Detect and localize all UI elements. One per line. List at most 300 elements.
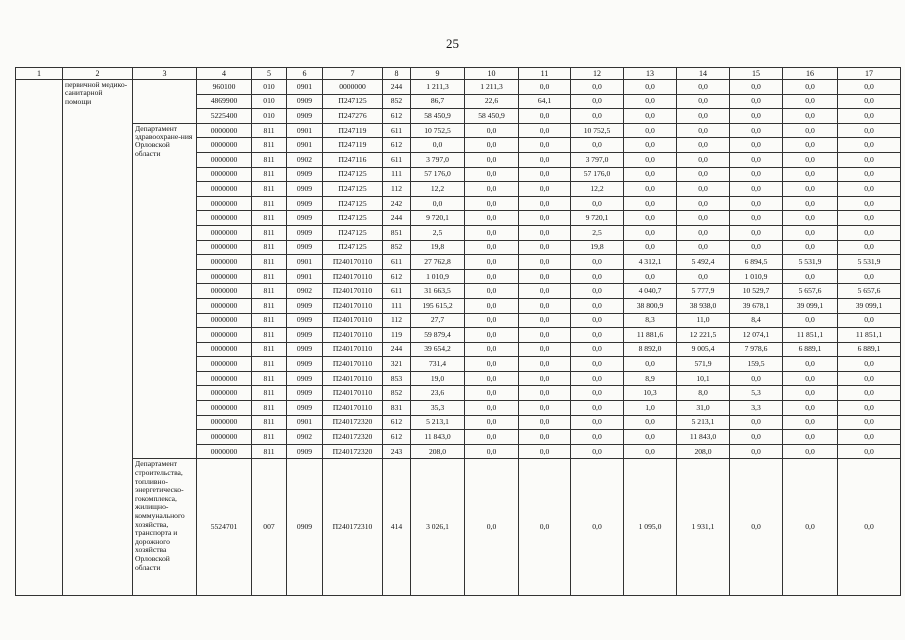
- table-cell: 39 678,1: [730, 298, 783, 313]
- table-cell: 0,0: [519, 444, 571, 459]
- table-cell: 0000000: [197, 328, 252, 343]
- table-cell: 0,0: [519, 459, 571, 596]
- table-cell: 0,0: [571, 328, 624, 343]
- table-cell: 5 657,6: [783, 284, 838, 299]
- table-cell: 0,0: [783, 459, 838, 596]
- table-cell: 0,0: [838, 182, 901, 197]
- table-cell: 0000000: [197, 386, 252, 401]
- table-cell: 0,0: [519, 401, 571, 416]
- table-cell: 57 176,0: [571, 167, 624, 182]
- table-cell: П247125: [323, 94, 383, 109]
- table-cell: 19,8: [571, 240, 624, 255]
- table-cell: 0000000: [197, 225, 252, 240]
- table-cell: 244: [383, 80, 411, 95]
- table-cell: 811: [252, 167, 287, 182]
- table-cell: 0909: [287, 196, 323, 211]
- table-cell: 0,0: [624, 196, 677, 211]
- table-cell: 0,0: [571, 109, 624, 124]
- column-header: 13: [624, 68, 677, 80]
- table-cell: 0,0: [624, 167, 677, 182]
- table-cell: 0,0: [519, 415, 571, 430]
- table-cell: 0000000: [197, 313, 252, 328]
- table-cell: 0,0: [730, 240, 783, 255]
- table-cell: 0,0: [838, 123, 901, 138]
- table-cell: П240170110: [323, 342, 383, 357]
- department-cell: Департамент здравоохране-ния Орловской области: [133, 123, 197, 459]
- table-cell: 8 892,0: [624, 342, 677, 357]
- table-cell: 811: [252, 371, 287, 386]
- table-cell: 0000000: [197, 415, 252, 430]
- table-cell: 9 720,1: [571, 211, 624, 226]
- table-cell: П240170110: [323, 328, 383, 343]
- table-cell: 0000000: [197, 138, 252, 153]
- table-row: [16, 459, 901, 596]
- table-cell: 0,0: [783, 94, 838, 109]
- table-cell: 0909: [287, 342, 323, 357]
- table-cell: 960100: [197, 80, 252, 95]
- table-cell: 612: [383, 269, 411, 284]
- table-cell: 8,3: [624, 313, 677, 328]
- table-cell: 0000000: [197, 196, 252, 211]
- table-cell: 0,0: [465, 386, 519, 401]
- table-cell: 5 531,9: [838, 255, 901, 270]
- table-cell: 612: [383, 430, 411, 445]
- table-cell: 39 099,1: [783, 298, 838, 313]
- table-cell: 0,0: [624, 94, 677, 109]
- column-header: 8: [383, 68, 411, 80]
- table-cell: 0909: [287, 94, 323, 109]
- column-header: 7: [323, 68, 383, 80]
- table-cell: 0,0: [838, 313, 901, 328]
- table-cell: 0,0: [783, 415, 838, 430]
- table-cell: 0,0: [730, 371, 783, 386]
- table-cell: 12 221,5: [677, 328, 730, 343]
- table-cell: 0000000: [197, 152, 252, 167]
- table-cell: 0,0: [624, 269, 677, 284]
- table-row: [16, 123, 901, 138]
- table-cell: 852: [383, 94, 411, 109]
- table-cell: 12,2: [571, 182, 624, 197]
- table-cell: 0,0: [783, 196, 838, 211]
- table-cell: П240172320: [323, 430, 383, 445]
- table-cell: 12 074,1: [730, 328, 783, 343]
- table-cell: 0,0: [519, 342, 571, 357]
- table-cell: 1 211,3: [411, 80, 465, 95]
- table-cell: 0,0: [677, 182, 730, 197]
- table-cell: 159,5: [730, 357, 783, 372]
- table-cell: 0000000: [197, 211, 252, 226]
- table-cell: 0000000: [197, 342, 252, 357]
- table-cell: 0909: [287, 459, 323, 596]
- table-cell: 0,0: [465, 167, 519, 182]
- table-cell: 0,0: [465, 415, 519, 430]
- table-cell: 0,0: [783, 240, 838, 255]
- table-cell: 0901: [287, 415, 323, 430]
- table-cell: 611: [383, 123, 411, 138]
- table-cell: 8,9: [624, 371, 677, 386]
- table-cell: 0,0: [571, 459, 624, 596]
- table-cell: 321: [383, 357, 411, 372]
- table-cell: 0909: [287, 211, 323, 226]
- table-cell: 414: [383, 459, 411, 596]
- table-cell: 0,0: [519, 196, 571, 211]
- table-cell: П240172320: [323, 415, 383, 430]
- table-cell: П240170110: [323, 401, 383, 416]
- table-cell: 0,0: [624, 444, 677, 459]
- table-cell: 0,0: [519, 167, 571, 182]
- table-cell: 3 026,1: [411, 459, 465, 596]
- table-cell: 0,0: [519, 371, 571, 386]
- table-cell: 0,0: [465, 357, 519, 372]
- table-cell: 0,0: [519, 386, 571, 401]
- table-cell: 0,0: [571, 298, 624, 313]
- table-cell: 0909: [287, 401, 323, 416]
- table-cell: 5 213,1: [411, 415, 465, 430]
- table-cell: 0,0: [730, 152, 783, 167]
- table-cell: 0,0: [677, 269, 730, 284]
- table-cell: 0,0: [571, 415, 624, 430]
- table-cell: 0000000: [197, 357, 252, 372]
- table-cell: 811: [252, 240, 287, 255]
- column-header: 5: [252, 68, 287, 80]
- table-cell: 1 931,1: [677, 459, 730, 596]
- table-cell: 0,0: [730, 123, 783, 138]
- table-cell: 5 531,9: [783, 255, 838, 270]
- table-cell: 8,4: [730, 313, 783, 328]
- table-cell: 0,0: [624, 240, 677, 255]
- table-cell: 0,0: [624, 415, 677, 430]
- table-cell: 11,0: [677, 313, 730, 328]
- table-cell: 0000000: [197, 167, 252, 182]
- table-cell: 244: [383, 211, 411, 226]
- purpose-cell: первичной медико-санитарной помощи: [63, 80, 133, 596]
- table-cell: 0,0: [677, 152, 730, 167]
- table-cell: 23,6: [411, 386, 465, 401]
- table-cell: 0,0: [465, 255, 519, 270]
- table-cell: 0,0: [838, 401, 901, 416]
- table-cell: 0,0: [571, 269, 624, 284]
- table-cell: 811: [252, 269, 287, 284]
- table-cell: П247125: [323, 225, 383, 240]
- table-cell: 811: [252, 138, 287, 153]
- table-cell: 811: [252, 342, 287, 357]
- table-cell: 0,0: [677, 225, 730, 240]
- table-cell: 0,0: [677, 123, 730, 138]
- table-cell: 0,0: [838, 211, 901, 226]
- table-cell: 0,0: [838, 196, 901, 211]
- table-cell: 811: [252, 386, 287, 401]
- table-cell: 9 005,4: [677, 342, 730, 357]
- table-cell: 0,0: [783, 152, 838, 167]
- table-cell: 611: [383, 284, 411, 299]
- table-cell: 5 657,6: [838, 284, 901, 299]
- table-cell: 0,0: [783, 401, 838, 416]
- table-cell: 0,0: [519, 357, 571, 372]
- table-cell: 0,0: [465, 240, 519, 255]
- table-cell: 010: [252, 80, 287, 95]
- table-cell: 0909: [287, 328, 323, 343]
- table-cell: 58 450,9: [465, 109, 519, 124]
- table-cell: 6 894,5: [730, 255, 783, 270]
- table-cell: 007: [252, 459, 287, 596]
- table-cell: 0,0: [730, 109, 783, 124]
- table-cell: 35,3: [411, 401, 465, 416]
- table-cell: 86,7: [411, 94, 465, 109]
- table-cell: 3,3: [730, 401, 783, 416]
- table-cell: 0,0: [519, 269, 571, 284]
- table-cell: 0,0: [624, 225, 677, 240]
- table-cell: П240170110: [323, 371, 383, 386]
- table-cell: 0,0: [677, 94, 730, 109]
- table-cell: 1 010,9: [730, 269, 783, 284]
- table-cell: 0,0: [465, 182, 519, 197]
- table-cell: 4 040,7: [624, 284, 677, 299]
- table-cell: 0,0: [730, 430, 783, 445]
- table-cell: 0,0: [838, 459, 901, 596]
- table-cell: 0,0: [624, 152, 677, 167]
- table-cell: 0,0: [465, 430, 519, 445]
- table-cell: 811: [252, 444, 287, 459]
- table-cell: 010: [252, 109, 287, 124]
- table-cell: 0,0: [624, 138, 677, 153]
- table-cell: 0,0: [465, 196, 519, 211]
- table-cell: 0,0: [519, 430, 571, 445]
- table-cell: 611: [383, 152, 411, 167]
- table-cell: 58 450,9: [411, 109, 465, 124]
- table-cell: 611: [383, 255, 411, 270]
- table-cell: 208,0: [411, 444, 465, 459]
- table-cell: П240170110: [323, 284, 383, 299]
- table-cell: 0,0: [519, 80, 571, 95]
- table-cell: 0,0: [519, 211, 571, 226]
- table-cell: 0,0: [783, 182, 838, 197]
- table-cell: 0,0: [677, 211, 730, 226]
- table-cell: 0000000: [197, 240, 252, 255]
- table-cell: 811: [252, 313, 287, 328]
- table-cell: 853: [383, 371, 411, 386]
- table-cell: 0901: [287, 123, 323, 138]
- table-cell: 0,0: [571, 80, 624, 95]
- table-cell: 0,0: [838, 152, 901, 167]
- table-cell: 0,0: [783, 80, 838, 95]
- column-header: 10: [465, 68, 519, 80]
- table-cell: 59 879,4: [411, 328, 465, 343]
- table-cell: 7 978,6: [730, 342, 783, 357]
- table-cell: 0909: [287, 298, 323, 313]
- table-cell: 811: [252, 415, 287, 430]
- table-cell: 0000000: [197, 401, 252, 416]
- table-cell: 0,0: [571, 444, 624, 459]
- table-cell: П240172310: [323, 459, 383, 596]
- column-header: 9: [411, 68, 465, 80]
- column-header: 12: [571, 68, 624, 80]
- table-cell: 811: [252, 182, 287, 197]
- table-cell: 6 889,1: [838, 342, 901, 357]
- table-cell: 0,0: [730, 415, 783, 430]
- table-cell: 1 010,9: [411, 269, 465, 284]
- table-cell: 0000000: [197, 430, 252, 445]
- table-cell: 0,0: [624, 182, 677, 197]
- table-cell: 811: [252, 430, 287, 445]
- table-cell: 0,0: [519, 298, 571, 313]
- table-cell: П240170110: [323, 255, 383, 270]
- table-cell: 612: [383, 138, 411, 153]
- table-cell: 9 720,1: [411, 211, 465, 226]
- table-cell: П247125: [323, 211, 383, 226]
- table-cell: 5 492,4: [677, 255, 730, 270]
- table-cell: 5524701: [197, 459, 252, 596]
- table-cell: 0,0: [783, 123, 838, 138]
- table-cell: 10 529,7: [730, 284, 783, 299]
- table-cell: П247125: [323, 196, 383, 211]
- table-cell: 0,0: [624, 123, 677, 138]
- table-cell: 0,0: [838, 225, 901, 240]
- table-cell: 0,0: [838, 386, 901, 401]
- table-cell: 0,0: [730, 138, 783, 153]
- table-cell: 0,0: [783, 313, 838, 328]
- table-cell: 0,0: [730, 182, 783, 197]
- table-cell: 0,0: [465, 138, 519, 153]
- table-cell: 0,0: [730, 211, 783, 226]
- table-cell: 0909: [287, 371, 323, 386]
- table-cell: 811: [252, 401, 287, 416]
- table-cell: 119: [383, 328, 411, 343]
- table-cell: 0,0: [624, 109, 677, 124]
- table-cell: 31,0: [677, 401, 730, 416]
- table-cell: 0000000: [197, 298, 252, 313]
- table-cell: 0,0: [465, 225, 519, 240]
- table-cell: 0,0: [730, 80, 783, 95]
- table-cell: П247276: [323, 109, 383, 124]
- table-cell: П247125: [323, 182, 383, 197]
- table-cell: 0,0: [783, 167, 838, 182]
- table-cell: 0,0: [571, 342, 624, 357]
- table-cell: 0,0: [677, 109, 730, 124]
- table-cell: 11 843,0: [411, 430, 465, 445]
- table-cell: 0,0: [677, 80, 730, 95]
- table-cell: 0902: [287, 284, 323, 299]
- table-cell: 22,6: [465, 94, 519, 109]
- table-cell: 731,4: [411, 357, 465, 372]
- table-cell: 0,0: [838, 444, 901, 459]
- table-cell: П247119: [323, 123, 383, 138]
- table-cell: 10 752,5: [571, 123, 624, 138]
- column-header: 15: [730, 68, 783, 80]
- table-cell: 38 938,0: [677, 298, 730, 313]
- table-cell: 0,0: [838, 371, 901, 386]
- column-header: 11: [519, 68, 571, 80]
- table-cell: 0,0: [838, 357, 901, 372]
- table-cell: 19,8: [411, 240, 465, 255]
- table-cell: 2,5: [571, 225, 624, 240]
- table-cell: 0,0: [677, 167, 730, 182]
- table-cell: 244: [383, 342, 411, 357]
- table-cell: 19,0: [411, 371, 465, 386]
- table-cell: 5 777,9: [677, 284, 730, 299]
- table-cell: 0,0: [838, 430, 901, 445]
- table-cell: 0909: [287, 182, 323, 197]
- table-cell: 0,0: [571, 255, 624, 270]
- table-cell: 0909: [287, 167, 323, 182]
- table-cell: 195 615,2: [411, 298, 465, 313]
- table-cell: 3 797,0: [411, 152, 465, 167]
- table-cell: 242: [383, 196, 411, 211]
- table-cell: 0,0: [465, 444, 519, 459]
- table-cell: 0000000: [197, 284, 252, 299]
- table-cell: 0,0: [783, 430, 838, 445]
- column-header: 2: [63, 68, 133, 80]
- table-cell: 0,0: [519, 313, 571, 328]
- table-cell: 39 099,1: [838, 298, 901, 313]
- table-cell: 0901: [287, 80, 323, 95]
- table-cell: 0,0: [571, 357, 624, 372]
- table-cell: 0,0: [624, 357, 677, 372]
- table-cell: 0,0: [571, 138, 624, 153]
- table-cell: 0,0: [465, 313, 519, 328]
- table-cell: 0,0: [519, 328, 571, 343]
- table-cell: 0,0: [519, 109, 571, 124]
- table-cell: 0,0: [730, 444, 783, 459]
- table-cell: 0,0: [571, 386, 624, 401]
- table-cell: 0,0: [783, 109, 838, 124]
- table-cell: 5,3: [730, 386, 783, 401]
- table-cell: 612: [383, 415, 411, 430]
- table-cell: 0000000: [197, 371, 252, 386]
- column-header: 3: [133, 68, 197, 80]
- column-header: 4: [197, 68, 252, 80]
- table-cell: 112: [383, 313, 411, 328]
- table-cell: 0,0: [730, 196, 783, 211]
- table-cell: 0,0: [465, 123, 519, 138]
- table-cell: 0909: [287, 444, 323, 459]
- page-number: 25: [446, 36, 459, 51]
- table-cell: 0,0: [411, 138, 465, 153]
- table-cell: 208,0: [677, 444, 730, 459]
- table-cell: 0,0: [677, 138, 730, 153]
- table-cell: 0909: [287, 313, 323, 328]
- table-cell: 243: [383, 444, 411, 459]
- table-cell: П247119: [323, 138, 383, 153]
- table-cell: 010: [252, 94, 287, 109]
- table-cell: 12,2: [411, 182, 465, 197]
- table-row: [16, 80, 901, 95]
- table-cell: 0,0: [465, 298, 519, 313]
- table-cell: 0,0: [838, 109, 901, 124]
- table-cell: 0,0: [783, 211, 838, 226]
- table-cell: 0,0: [519, 123, 571, 138]
- table-cell: 852: [383, 240, 411, 255]
- table-cell: 0000000: [197, 182, 252, 197]
- table-cell: 0909: [287, 386, 323, 401]
- table-cell: 2,5: [411, 225, 465, 240]
- table-cell: 0,0: [519, 225, 571, 240]
- table-cell: 0,0: [465, 152, 519, 167]
- table-cell: 0,0: [571, 313, 624, 328]
- table-cell: 811: [252, 196, 287, 211]
- table-cell: 0902: [287, 152, 323, 167]
- table-cell: 0,0: [783, 225, 838, 240]
- table-cell: 57 176,0: [411, 167, 465, 182]
- table-cell: П240170110: [323, 298, 383, 313]
- table-cell: 0,0: [838, 269, 901, 284]
- table-cell: 0,0: [730, 459, 783, 596]
- table-cell: 0909: [287, 357, 323, 372]
- table-cell: 0902: [287, 430, 323, 445]
- table-cell: 0,0: [677, 240, 730, 255]
- department-cell: Департамент строительства, топливно-энергетическо-гокомплекса, жилищно-коммунального хозяйства, транспорта и дорожного хозяйства Орловской области: [133, 459, 197, 596]
- table-cell: 0,0: [838, 138, 901, 153]
- table-cell: 11 851,1: [838, 328, 901, 343]
